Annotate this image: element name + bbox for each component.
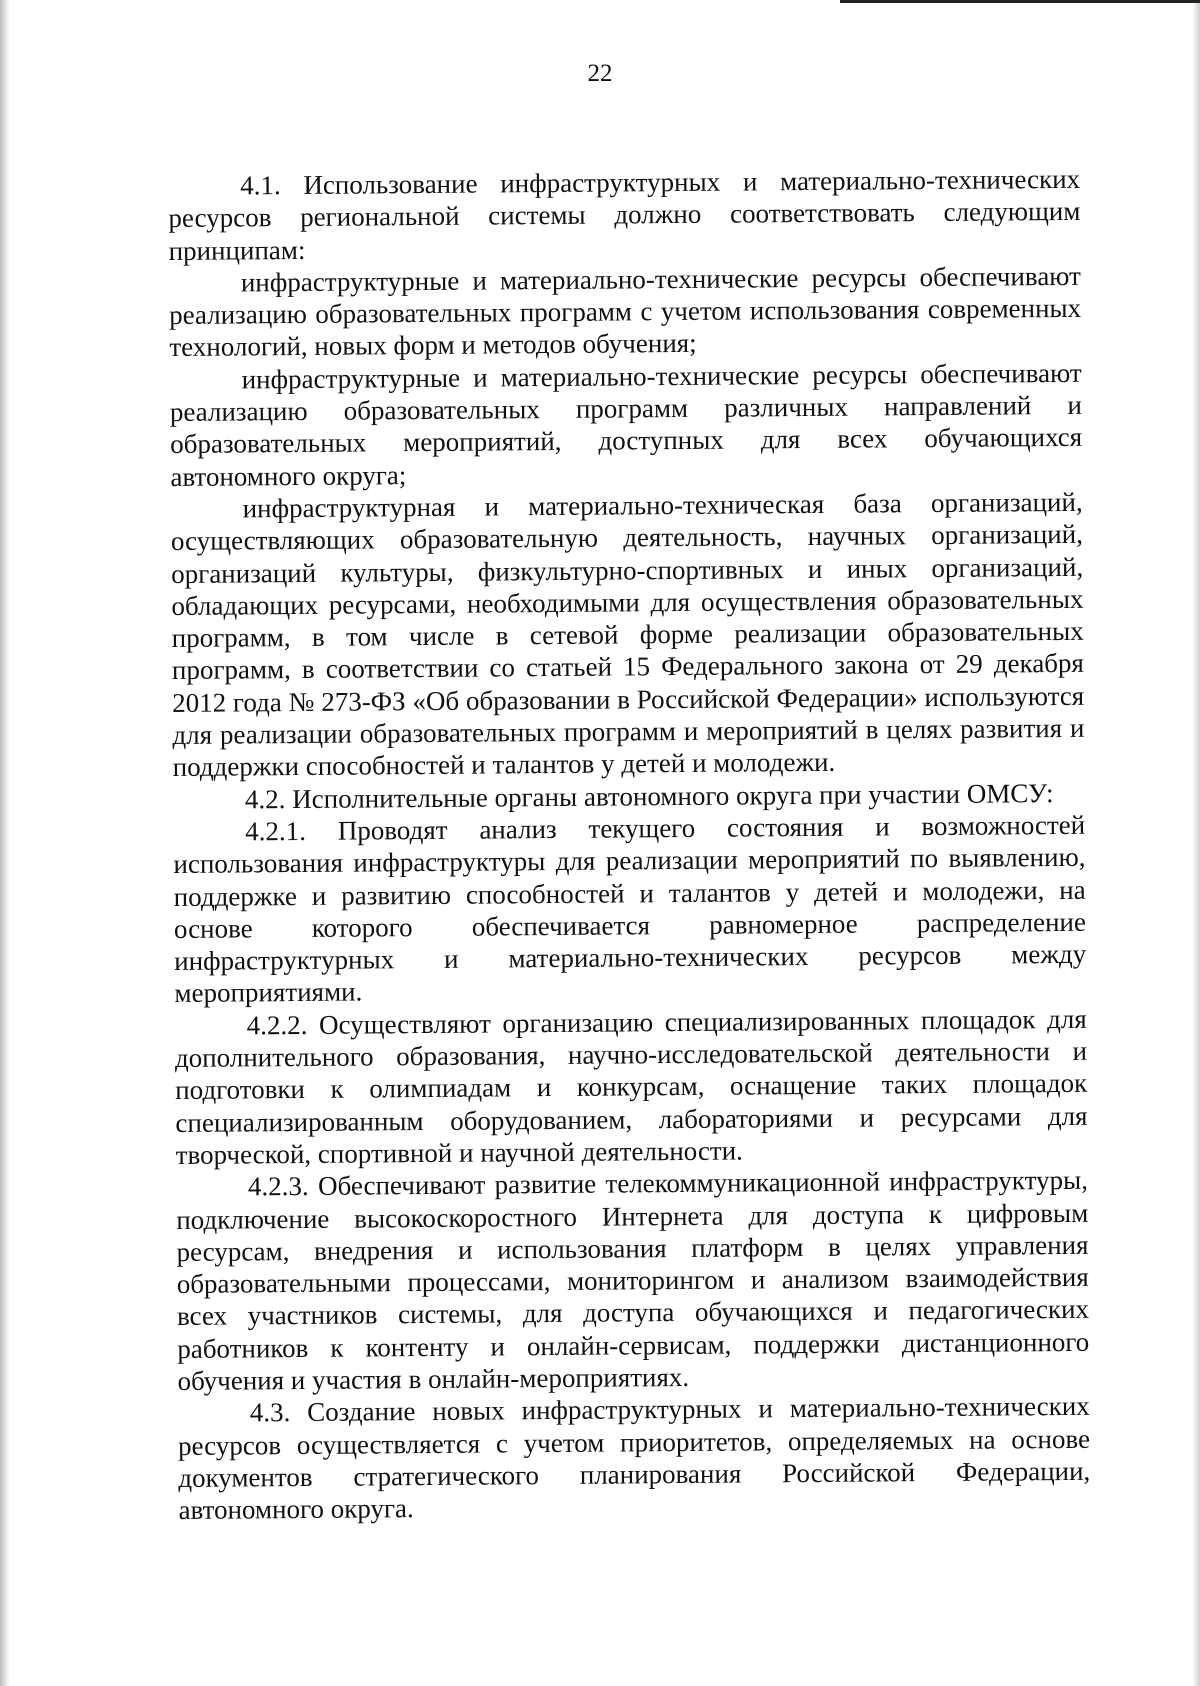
document-body	[168, 163, 1091, 1527]
paragraph-principle-1: инфраструктурные и материально-технические ресурсы обеспечивают реализацию образовательных программ с учетом использования современных технологий, новых форм и методов обучения;	[169, 260, 1082, 363]
paragraph-4-2-1: 4.2.1. Проводят анализ текущего состояния и возможностей использования инфраструктуры для реализации мероприятий по выявлению, поддержке и развитию способностей и талантов у детей и молодежи, на основе которого обеспечивается равномерное распределение инфраструктурных и материально-технических ресурсов между мероприятиями.	[173, 809, 1087, 1009]
scan-right-edge	[1192, 0, 1200, 1686]
paragraph-4-2: 4.2. Исполнительные органы автономного округа при участии ОМСУ:	[244, 777, 1054, 815]
paragraph-principle-2: инфраструктурные и материально-технические ресурсы обеспечивают реализацию образовательных программ различных направлений и образовательных мероприятий, доступных для всех обучающихся автономного округа;	[169, 357, 1083, 492]
scan-top-border-line	[840, 0, 1200, 3]
scan-left-edge	[0, 0, 10, 1686]
paragraph-principle-3: инфраструктурная и материально-техническая база организаций, осуществляющих образовательную деятельность, научных организаций, организаций культуры, физкультурно-спортивных и иных организаций, обладающих ресурсами, необходимыми для осуществления образовательных программ, в том числе в сетевой форме реализации образовательных программ, в соответствии со статьей 15 Федерального закона от 29 декабря 2012 года № 273-ФЗ «Об образовании в Российской Федерации» используются для реализации образовательных программ и мероприятий в целях развития и поддержки способностей и талантов у детей и молодежи.	[170, 486, 1085, 783]
page-number: 22	[587, 60, 613, 87]
paragraph-4-3: 4.3. Создание новых инфраструктурных и материально-технических ресурсов осуществляется с учетом приоритетов, определяемых на основе документов стратегического планирования Российской Федерации, автономного округа.	[177, 1391, 1091, 1526]
paragraph-4-1: 4.1. Использование инфраструктурных и материально-технических ресурсов региональной системы должно соответствовать следующим принципам:	[168, 163, 1081, 266]
paragraph-4-2-2: 4.2.2. Осуществляют организацию специализированных площадок для дополнительного образования, научно-исследовательской деятельности и подготовки к олимпиадам и конкурсам, оснащение таких площадок специализированным оборудованием, лабораториями и ресурсами для творческой, спортивной и научной деятельности.	[174, 1003, 1088, 1170]
paragraph-4-2-3: 4.2.3. Обеспечивают развитие телекоммуникационной инфраструктуры, подключение высокоскоростного Интернета для доступа к цифровым ресурсам, внедрения и использования платформ в целях управления образовательными процессами, мониторингом и анализом взаимодействия всех участников системы, для доступа обучающихся и педагогических работников к контенту и онлайн-сервисам, поддержки дистанционного обучения и участия в онлайн-мероприятиях.	[176, 1165, 1090, 1396]
